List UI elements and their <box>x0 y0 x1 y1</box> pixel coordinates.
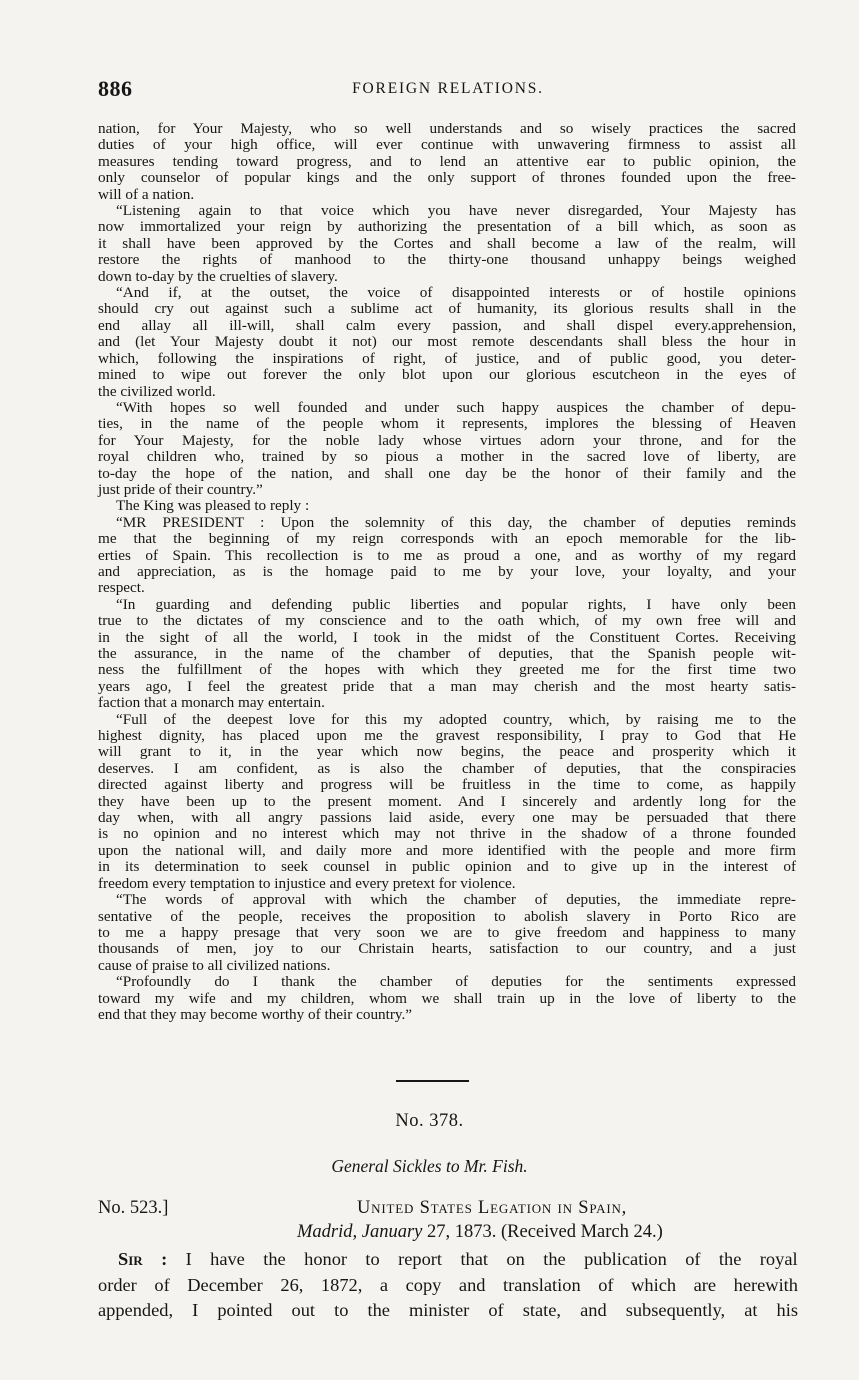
salutation: Sir : <box>118 1249 168 1269</box>
body-line: end allay all ill-will, shall calm every passion, and shall dispel every.apprehension, <box>98 316 796 334</box>
body-line: measures tending toward progress, and to lend an attentive ear to public opinion, the <box>98 152 796 170</box>
section-divider <box>396 1080 469 1082</box>
body-line: directed against liberty and progress will be fruitless in the time to come, as happily <box>98 776 796 794</box>
body-line: is no opinion and no interest which may not thrive in the shadow of a throne founded <box>98 825 796 843</box>
document-title: General Sickles to Mr. Fish. <box>331 1156 528 1176</box>
body-line: and appreciation, as is the homage paid to me by your love, your loyalty, and your <box>98 562 796 580</box>
body-line: “And if, at the outset, the voice of disappointed interests or of hostile opinions <box>116 284 796 302</box>
body-line: to me a happy presage that very soon we are to give freedom and happiness to many <box>98 923 796 941</box>
body-line: ties, in the name of the people whom it represents, implores the blessing of Heaven <box>98 415 796 433</box>
body-line: will of a nation. <box>98 185 195 203</box>
body-line: freedom every temptation to injustice and every pretext for violence. <box>98 874 516 892</box>
body-line: me that the beginning of my reign corresponds with an epoch memorable for the lib- <box>98 530 796 548</box>
body-line: mined to wipe out forever the only blot upon our glorious escutcheon in the eyes of <box>98 366 796 384</box>
body-line: highest dignity, has placed upon me the gravest responsibility, I pray to God that He <box>98 727 796 745</box>
dispatch-number: No. 523.] <box>98 1198 169 1218</box>
dateline <box>297 1222 663 1243</box>
body-line: upon the national will, and daily more and more identified with the people and more firm <box>98 841 796 859</box>
body-line: restore the rights of manhood to the thirty-one thousand unhappy beings weighed <box>98 251 796 269</box>
body-line: “MR PRESIDENT : Upon the solemnity of this day, the chamber of deputies reminds <box>116 513 796 531</box>
body-line: “With hopes so well founded and under such happy auspices the chamber of depu- <box>116 398 796 416</box>
letter-body <box>98 1247 798 1324</box>
body-line: faction that a monarch may entertain. <box>98 694 325 712</box>
letter-line-text: order of December 26, 1872, a copy and translation of which are herewith <box>98 1274 798 1295</box>
body-line: which, following the inspirations of right, of justice, and of public good, you deter- <box>98 349 796 367</box>
body-line: and (let Your Majesty doubt it not) our most remote descendants shall bless the hour in <box>98 333 796 351</box>
body-line: it shall have been approved by the Cortes and shall become a law of the realm, will <box>98 234 796 252</box>
body-line: “In guarding and defending public liberties and popular rights, I have only been <box>116 595 796 613</box>
body-line: toward my wife and my children, whom we shall train up in the love of liberty to the <box>98 989 796 1007</box>
body-line: true to the dictates of my conscience and to the oath which, of my own free will and <box>98 612 796 630</box>
running-title: FOREIGN RELATIONS. <box>352 80 544 97</box>
body-line: ness the fulfillment of the hopes with which they greeted me for the first time two <box>98 661 796 679</box>
body-line: The King was pleased to reply : <box>116 497 310 515</box>
body-line: cause of praise to all civilized nations. <box>98 956 331 974</box>
body-line: “The words of approval with which the chamber of deputies, the immediate repre- <box>116 891 796 909</box>
body-line: in the sight of all the world, I took in the midst of the Constituent Cortes. Receiving <box>98 628 796 646</box>
body-line: will grant to it, in the year which now begins, the peace and prosperity which it <box>98 743 796 761</box>
body-line: sentative of the people, receives the proposition to abolish slavery in Porto Rico are <box>98 907 796 925</box>
body-line: down to-day by the cruelties of slavery. <box>98 267 338 285</box>
body-line: end that they may become worthy of their country.” <box>98 1005 413 1023</box>
body-line: only counselor of popular kings and the only support of thrones founded upon the free- <box>98 169 796 187</box>
body-line: respect. <box>98 579 145 597</box>
body-line: “Full of the deepest love for this my adopted country, which, by raising me to the <box>116 710 796 728</box>
body-line: “Listening again to that voice which you have never disregarded, Your Majesty has <box>116 202 796 220</box>
page-header <box>98 76 798 106</box>
body-line: the civilized world. <box>98 382 216 400</box>
body-text <box>98 121 796 1023</box>
dateline-place: Madrid, <box>297 1222 358 1242</box>
body-line: just pride of their country.” <box>98 480 263 498</box>
body-line: should cry out against such a sublime act of humanity, its glorious results shall in the <box>98 300 796 318</box>
body-line: duties of your high office, will ever continue with unwavering firmness to assist all <box>98 136 796 154</box>
letter-line-text: appended, I pointed out to the minister of state, and subsequently, at his <box>98 1300 798 1320</box>
body-line: now immortalized your reign by authorizing the presentation of a bill which, as soon as <box>98 218 796 236</box>
received-note: (Received March 24.) <box>501 1222 663 1242</box>
body-line: “Profoundly do I thank the chamber of deputies for the sentiments expressed <box>116 973 796 991</box>
body-line: day when, with all angry passions laid aside, every one may be persuaded that there <box>98 809 796 827</box>
letter-line <box>98 1247 798 1273</box>
body-line: in its determination to seek counsel in public opinion and to give up in the interest of <box>98 858 796 876</box>
dateline-date: 27, 1873. <box>427 1222 497 1242</box>
document-number: No. 378. <box>395 1111 464 1131</box>
body-line: erties of Spain. This recollection is to me as proud a one, and as worthy of my regard <box>98 546 796 564</box>
dateline-month: January <box>361 1222 423 1242</box>
page-number: 886 <box>98 76 133 101</box>
letter-line <box>98 1273 798 1299</box>
legation-heading: United States Legation in Spain, <box>357 1198 628 1218</box>
body-line: to-day the hope of the nation, and shall one day be the honor of their family and the <box>98 464 796 482</box>
letter-line-text: I have the honor to report that on the publication of the royal <box>185 1249 798 1269</box>
body-line: years ago, I feel the greatest pride that a man may cherish and the most hearty satis- <box>98 677 796 695</box>
body-line: nation, for Your Majesty, who so well understands and so wisely practices the sacred <box>98 120 796 137</box>
body-line: royal children who, trained by so pious a mother in the sacred love of liberty, are <box>98 448 796 466</box>
letter-line <box>98 1298 798 1324</box>
body-line: they have been up to the present moment. And I sincerely and ardently long for the <box>98 792 796 810</box>
body-line: thousands of men, joy to our Christain hearts, satisfaction to our country, and a just <box>98 940 796 958</box>
body-line: for Your Majesty, for the noble lady whose virtues adorn your throne, and for the <box>98 431 796 449</box>
body-line: deserves. I am confident, as is also the chamber of deputies, that the conspiracies <box>98 759 796 777</box>
body-line: the assurance, in the name of the chamber of deputies, that the Spanish people wit- <box>98 645 796 662</box>
